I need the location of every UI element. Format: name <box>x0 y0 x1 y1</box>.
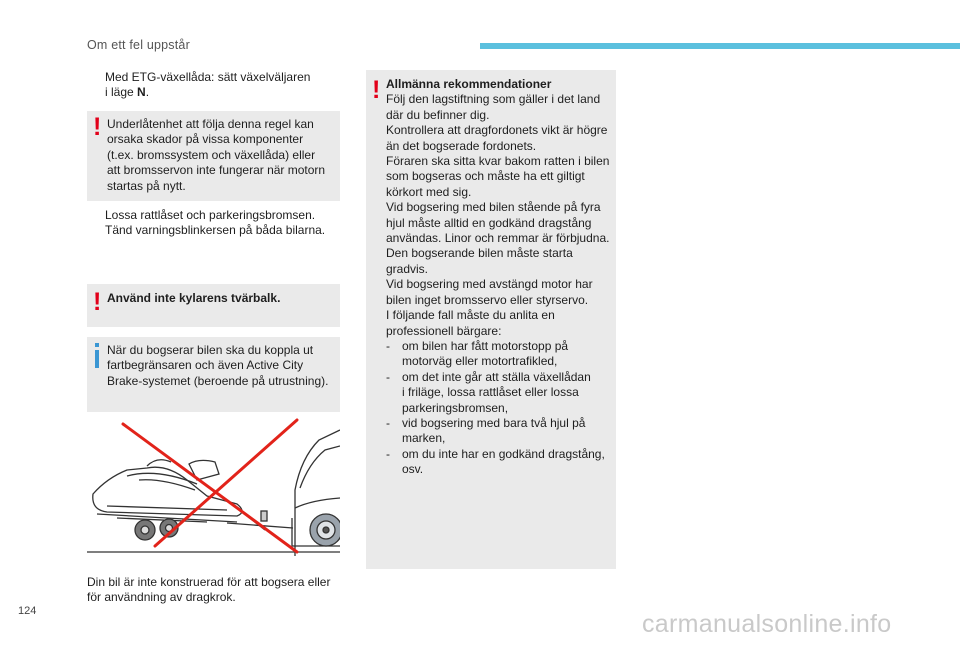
info-icon <box>95 343 99 368</box>
recommendation-line: Föraren ska sitta kvar bakom ratten i bilen <box>386 154 610 169</box>
caption-line: Din bil är inte konstruerad för att bogsera eller <box>87 575 331 589</box>
list-line: parkeringsbromsen, <box>402 400 509 415</box>
recommendation-line: Följ den lagstiftning som gäller i det land <box>386 92 601 107</box>
warning-line: att bromsservon inte fungerar när motorn <box>107 163 326 178</box>
warning-icon: ! <box>93 288 102 316</box>
recommendation-line: professionell bärgare: <box>386 323 502 338</box>
list-line: osv. <box>402 462 424 477</box>
section-title: Om ett fel uppstår <box>87 38 190 52</box>
list-dash: - <box>386 369 390 384</box>
warning-box-crossbar <box>87 284 340 327</box>
warning-line: (t.ex. bromssystem och växellåda) eller <box>107 147 316 162</box>
instruction-release-lock <box>87 208 340 223</box>
bullet-icon <box>87 70 105 71</box>
recommendation-line: Kontrollera att dragfordonets vikt är högre <box>386 123 608 138</box>
list-line: om bilen har fått motorstopp på <box>402 338 569 353</box>
list-item <box>386 339 612 370</box>
car-rear-drawing <box>292 430 340 556</box>
warning-line: startas på nytt. <box>107 178 186 193</box>
instruction-text: Tänd varningsblinkersen på båda bilarna. <box>105 223 326 237</box>
recommendations-title: Allmänna rekommendationer <box>386 77 552 91</box>
list-item <box>386 447 612 478</box>
warning-icon: ! <box>93 113 102 141</box>
warning-line: orsaka skador på vissa komponenter <box>107 132 304 147</box>
list-line: marken, <box>402 431 446 446</box>
recommendation-line: Vid bogsering med bilen stående på fyra <box>386 200 601 215</box>
gear-position: N <box>137 85 146 100</box>
watermark: carmanualsonline.info <box>642 610 892 638</box>
bullet-icon <box>87 208 105 209</box>
recommendation-line: bilen inget bromsservo eller styrservo. <box>386 292 589 307</box>
list-line: motorväg eller motortrafikled, <box>402 354 558 369</box>
recommendation-line: hjul måste alltid en godkänd dragstång <box>386 215 592 230</box>
list-dash: - <box>386 446 390 461</box>
warning-icon: ! <box>372 76 381 104</box>
info-line: När du bogserar bilen ska du koppla ut <box>107 343 314 357</box>
list-item <box>386 416 612 447</box>
instruction-hazard-lights <box>87 223 340 238</box>
instruction-etg-line2-post: . <box>145 85 150 100</box>
warning-box-general-recommendations <box>366 70 616 569</box>
recommendation-line: än det bogserade fordonets. <box>386 138 537 153</box>
list-line: i friläge, lossa rattlåset eller lossa <box>402 385 579 400</box>
list-line: om du inte har en godkänd dragstång, <box>402 446 605 461</box>
info-line: fartbegränsaren och även Active City <box>107 358 304 373</box>
list-dash: - <box>386 338 390 353</box>
instruction-text: Lossa rattlåset och parkeringsbromsen. <box>105 208 316 222</box>
warning-text: Använd inte kylarens tvärbalk. <box>107 291 281 305</box>
towing-prohibited-illustration <box>87 418 340 558</box>
header-accent-bar <box>480 43 960 49</box>
recommendation-line: I följande fall måste du anlita en <box>386 308 555 323</box>
page-number: 124 <box>18 605 37 617</box>
list-dash: - <box>386 415 390 430</box>
recommendation-line: körkort med sig. <box>386 184 472 199</box>
illustration-caption <box>87 575 340 606</box>
info-line: Brake-systemet (beroende på utrustning). <box>107 373 329 388</box>
warning-box-damage <box>87 111 340 201</box>
recommendation-line: gradvis. <box>386 261 429 276</box>
recommendation-line: där du befinner dig. <box>386 107 490 122</box>
list-line: om det inte går att ställa växellådan <box>402 369 591 384</box>
bullet-icon <box>87 223 105 224</box>
info-box-speed-limiter <box>87 337 340 412</box>
instruction-etg-line1: Med ETG-växellåda: sätt växelväljaren <box>105 70 311 84</box>
instruction-etg-line2-pre: i läge <box>105 85 138 100</box>
recommendation-line: som bogseras och måste ha ett giltigt <box>386 169 585 184</box>
caption-line: för användning av dragkrok. <box>87 590 236 605</box>
instruction-etg <box>87 70 337 101</box>
warning-line: Underlåtenhet att följa denna regel kan <box>107 117 314 131</box>
recommendation-line: Vid bogsering med avstängd motor har <box>386 277 593 292</box>
recommendation-line: Den bogserande bilen måste starta <box>386 246 573 261</box>
list-line: vid bogsering med bara två hjul på <box>402 415 586 430</box>
list-item <box>386 370 612 416</box>
recommendation-line: användas. Linor och remmar är förbjudna. <box>386 231 610 246</box>
